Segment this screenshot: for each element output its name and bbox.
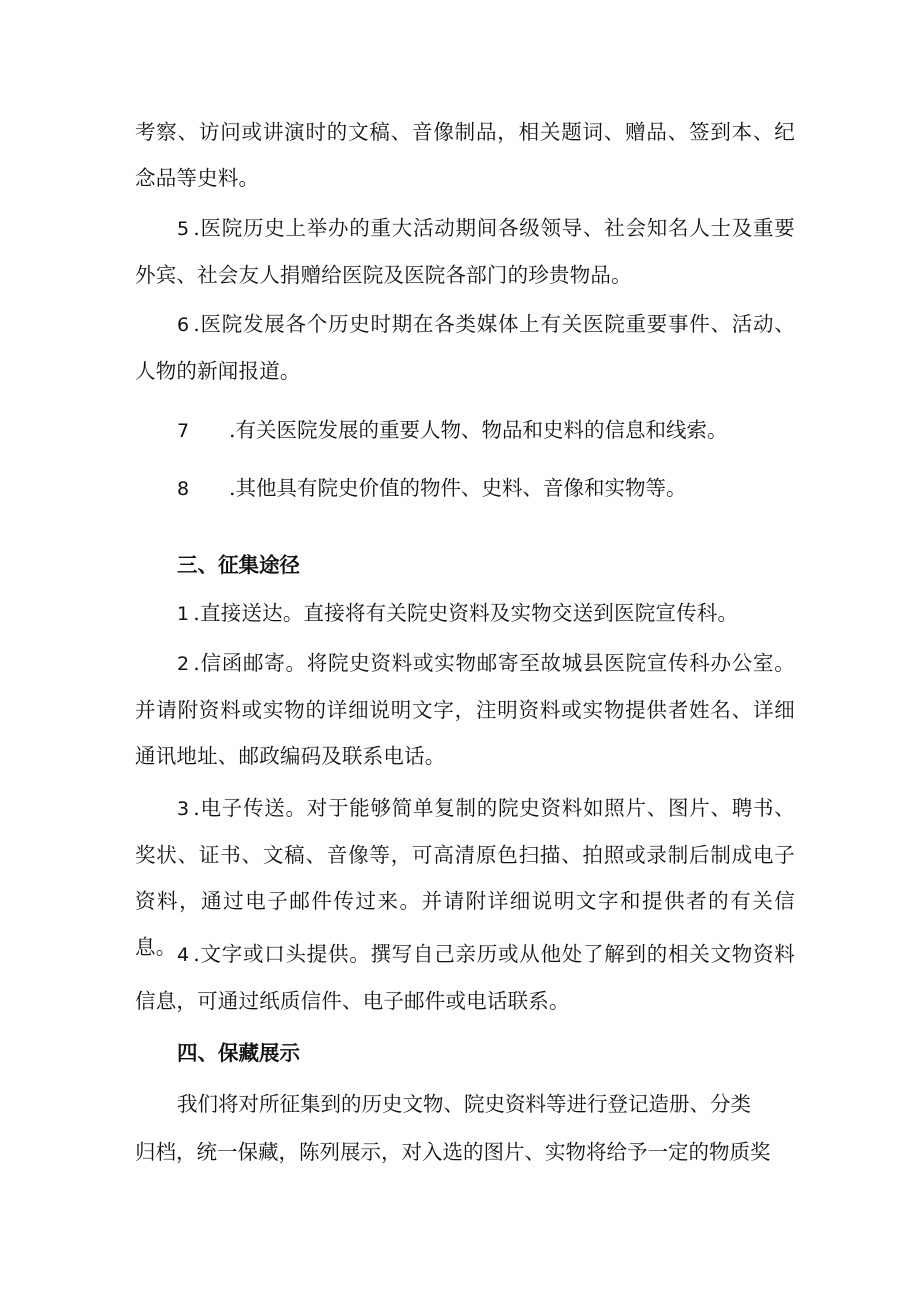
item-number: 5: [177, 218, 190, 240]
list-item-6: [135, 301, 795, 394]
item-text: .医院历史上举办的重大活动期间各级领导、社会知名人士及重要外宾、社会友人捐赠给医院及医院各部门的珍贵物品。: [135, 216, 795, 287]
item-number: 2: [177, 653, 190, 675]
list-item-7: [177, 407, 728, 454]
item-number: 4: [177, 944, 190, 966]
item-number: 1: [177, 603, 190, 625]
item-text: .直接送达。直接将有关院史资料及实物交送到医院宣传科。: [193, 601, 739, 625]
section-heading-collection-channels: 三、征集途径: [177, 553, 300, 577]
storage-text-line-1: 我们将对所征集到的历史文物、院史资料等进行登记造册、分类: [177, 1092, 751, 1116]
channel-item-4: [135, 931, 795, 1024]
channel-item-2: [135, 640, 795, 779]
intro-paragraph: [135, 109, 795, 201]
list-item-8: [177, 465, 687, 512]
item-number: 7: [177, 420, 190, 442]
storage-line-2: [135, 1129, 771, 1175]
item-text: .医院发展各个历史时期在各类媒体上有关医院重要事件、活动、人物的新闻报道。: [135, 312, 795, 383]
item-text: .电子传送。对于能够简单复制的院史资料如照片、图片、聘书、奖状、证书、文稿、音像等，可高清原色扫描、拍照或录制后制成电子资料，通过电子邮件传过来。并请附详细说明文字和提供者的有关信息。: [135, 796, 795, 959]
item-text: .有关医院发展的重要人物、物品和史料的信息和线索。: [229, 418, 728, 442]
storage-text-line-2: 归档，统一保藏，陈列展示，对入选的图片、实物将给予一定的物质奖: [135, 1140, 771, 1164]
item-text: .信函邮寄。将院史资料或实物邮寄至故城县医院宣传科办公室。并请附资料或实物的详细说明文字，注明资料或实物提供者姓名、详细通讯地址、邮政编码及联系电话。: [135, 651, 795, 768]
item-text: .其他具有院史价值的物件、史料、音像和实物等。: [229, 476, 687, 500]
item-number: 8: [177, 478, 190, 500]
item-text: .文字或口头提供。撰写自己亲历或从他处了解到的相关文物资料信息，可通过纸质信件、电子邮件或电话联系。: [135, 942, 795, 1013]
section-heading-storage-display: 四、保藏展示: [177, 1041, 300, 1065]
intro-text: 考察、访问或讲演时的文稿、音像制品，相关题词、赠品、签到本、纪念品等史料。: [135, 120, 795, 190]
list-item-5: [135, 205, 795, 298]
item-number: 3: [177, 798, 190, 820]
item-number: 6: [177, 314, 190, 336]
channel-item-1: [135, 590, 795, 637]
storage-line-1: [177, 1081, 751, 1127]
